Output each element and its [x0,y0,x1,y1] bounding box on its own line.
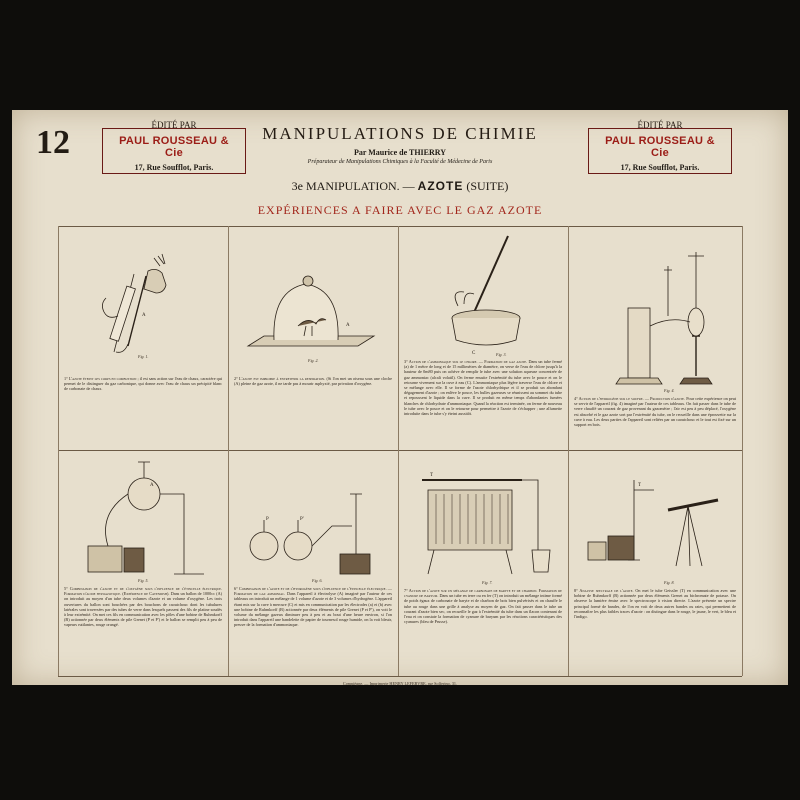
electrolysis-apparatus-illustration [228,450,398,676]
publisher-edite: ÉDITÉ PAR [151,120,197,130]
main-title: MANIPULATIONS DE CHIMIE [262,124,538,143]
publisher-address: 17, Rue Soufflot, Paris. [620,163,700,172]
publisher-name: PAUL ROUSSEAU & Cie [605,135,715,159]
svg-text:C: C [472,351,476,356]
caption-lead: 2° L'azote est impropre à entretenir la respiration. [234,376,326,381]
caption-lead: 4° Action de l'hydrogène sur le soufre. — Production d'azote. [574,396,686,401]
experiments-subtitle: EXPÉRIENCES A FAIRE AVEC LE GAZ AZOTE [257,203,543,217]
manipulation-label: 3e MANIPULATION. — [291,179,415,193]
panel-caption [64,376,222,392]
panel-caption [404,588,562,624]
figure-label: Fig. 2. [308,358,319,363]
water-trough-tube-illustration [398,226,568,450]
panel-experiment-8 [568,450,743,676]
panel-experiment-1 [58,226,229,450]
manipulation-subject: AZOTE [417,179,464,193]
panel-experiment-4 [568,226,743,450]
caption-text: On met le tube Geissler (T) en communication avec une bobine de Ruhmkorff (B) actionnée par deux éléments Grenet au bichromate de potasse. On observe la lumière émise avec le spectroscope à vision directe. L'azote présente un spectre principal formé de bandes, de l'on en voit de deux autres bandes ou raies, qui permettent de reconnaître les plus faibles traces d'azote : on distingue dans le rouge, le jaune, le vert, le bleu et l'indigo. [574,588,737,620]
spectroscope-illustration [568,450,742,676]
caption-lead: 8° Analyse spectrale de l'azote. [574,588,634,593]
panel-caption [574,396,736,427]
manipulation-heading [250,179,550,194]
panel-caption [404,359,562,416]
figure-label: Fig. 4. [664,388,675,393]
panel-caption [64,586,222,628]
panel-experiment-3 [398,226,569,450]
figure-label: Fig. 3. [496,352,507,357]
panel-caption [234,586,392,628]
svg-text:A: A [142,313,146,318]
printer-footer: Compiègne. — Imprimerie HENRY LEFEBVRE, rue Solferino, 31. [342,681,458,686]
panel-experiment-5 [58,450,229,676]
bottom-rule [58,676,742,677]
publisher-address: 17, Rue Soufflot, Paris. [134,163,214,172]
panel-experiment-7 [398,450,569,676]
title-block [250,124,550,194]
caption-lead: 3° Action de l'ammoniaque sur le chlore. — Formation de gaz azote. [404,359,528,364]
publisher-box-right [588,120,732,174]
publisher-edite: ÉDITÉ PAR [637,120,683,130]
cavendish-apparatus-illustration [58,450,228,676]
caption-text: (Si l'on met un oiseau sous une cloche (A) pleine de gaz azote, il ne tarde pas à mourir asphyxié, par privation d'oxygène. [234,376,393,387]
figure-label: Fig. 8. [664,580,675,585]
svg-text:A: A [150,483,154,488]
svg-text:P': P' [300,517,304,522]
panel-experiment-2 [228,226,399,450]
panel-caption [574,588,736,619]
caption-text: Pour cette expérience on peut se servir de l'appareil (fig. 4) imaginé par l'auteur de ces tableaux. On fait passer dans le tube de verre chauffé un courant de gaz provenant du gazomètre ; l'air est peu à peu déplacé, l'oxygène est absorbé et le gaz azote sort par l'extrémité du tube, on le recueille dans une éprouvette sur la cuve à eau. Les deux parties de l'appareil sont reliées par un caoutchouc et le tout est fixé sur un support en bois. [574,396,737,428]
figure-label: Fig. 1. [138,354,149,359]
figure-label: Fig. 7. [482,580,493,585]
caption-text: il est sans action sur l'eau de chaux, caractère qui permet de le distinguer du gaz carbonique, qui donne avec l'eau de chaux un précipité blanc de carbonate de chaux. [64,376,222,392]
panel-experiment-6 [228,450,399,676]
caption-lead: 6° Combinaison de l'azote et de l'hydrogène sous l'influence de l'étincelle électrique. — Formation de gaz ammoniac. [234,586,392,597]
author-line: Par Maurice de THIERRY [353,148,447,157]
svg-text:T: T [430,473,434,478]
bell-jar-bird-illustration [228,226,398,450]
svg-text:A: A [346,323,350,328]
publisher-box-left [102,120,246,174]
hand-test-tube-illustration [58,226,228,450]
figure-label: Fig. 6. [312,578,323,583]
panel-caption [234,376,392,386]
caption-text: Dans l'appareil à électrolyse (A) imaginé par l'auteur de ces tableaux on introduit un mélange de 1 volume d'azote et de 3 volumes d'hydrogène. L'appareil étant mis sur la cuve à mercure (C) et mis en communication par les électrodes (a) et (b) avec une bobine de Ruhmkorff (B) actionnée par deux éléments de pile Grenet (P et P'), on voit le volume du mélange gazeux diminuer peu à peu et au bout d'une heure environ, si l'on introduit dans l'appareil une bandelette de papier de tournesol rouge humide, on la voit bleuir, preuve de la formation d'ammoniaque. [234,591,393,628]
caption-lead: 5° Combinaison de l'azote et de l'oxygène sous l'influence de l'étincelle électrique. Formation d'acide hypoazotique. (Expérience de Cavendish). [64,586,222,597]
manipulation-suffix: (SUITE) [466,179,509,193]
svg-text:P: P [266,517,269,522]
combustion-furnace-illustration [398,450,568,676]
caption-text: Dans un tube fermé (a) de 1 mètre de long et de 15 millimètres de diamètre, on verse de l'eau de chlore jusqu'à la hauteur de 0m80 puis on achève de remplir le tube avec une solution aqueuse concentrée de gaz ammoniac (alcali volatil). On ferme ensuite l'extrémité du tube avec le pouce et on le retourne vivement sur la cuve à eau (C). L'ammoniaque plus légère traverse l'eau de chlore et se mélange avec elle. Il se forme de l'azote chlorhydrique et il se produit un abondant dégagement d'azote ; on enlève le pouce, les bulles gazeuses se réunissent au sommet du tube et repoussent le liquide dans la cuve. Il se produit en même temps d'abondantes fumées blanches de chlorhydrate d'ammoniaque. Quand la réaction est terminée, on ferme de nouveau le tube avec le pouce et on le retourne pour permettre à l'azote de s'échapper ; une allumette introduite dans le tube s'y éteint aussitôt. [404,359,562,417]
publisher-name: PAUL ROUSSEAU & Cie [119,135,229,159]
caption-lead: 1° L'azote éteint les corps en combustion ; [64,376,139,381]
figure-label: Fig. 5. [138,578,149,583]
plate-number: 12 [36,124,70,161]
caption-lead: 7° Action de l'azote sur un mélange de carbonate de baryte et de charbon. Formation de cyanure de baryum. [404,588,562,599]
caption-text: Dans un ballon de 1000cc (A) on introduit au moyen d'un tube deux volumes d'azote et un volume d'oxygène. Les trois ouvertures du ballon sont bouchées par des bouchons de caoutchouc dont les tubulures latérales sont traversées par des tubes de verre dans lesquels passent des fils de platine soudés à leur extrémité. On met ces fils en communication avec les pôles d'une bobine de Ruhmkorff (B) actionnée par deux éléments de pile Grenet (P et P') et le ballon se remplit peu à peu de vapeurs rutilantes, rouge orangé. [64,591,223,628]
svg-text:T: T [638,483,642,488]
plate-sheet [12,110,788,685]
author-role: Préparateur de Manipulations Chimiques à la Faculté de Médecine de Paris [307,159,493,165]
caption-text: Dans un tube en terre ou en fer (T) on introduit un mélange intime formé de poids égaux de carbonate de baryte et de charbon de bois bien pulvérisés et on chauffe le tube au rouge dans une grille à analyse au moyen de gaz. On fait passer dans le tube un courant d'azote bien sec, on recueille le gaz à l'extrémité du tube dans un flacon contenant de l'eau et on constate la formation de cyanure de baryum par les réactions caractéristiques des cyanures (bleu de Prusse). [404,593,562,625]
